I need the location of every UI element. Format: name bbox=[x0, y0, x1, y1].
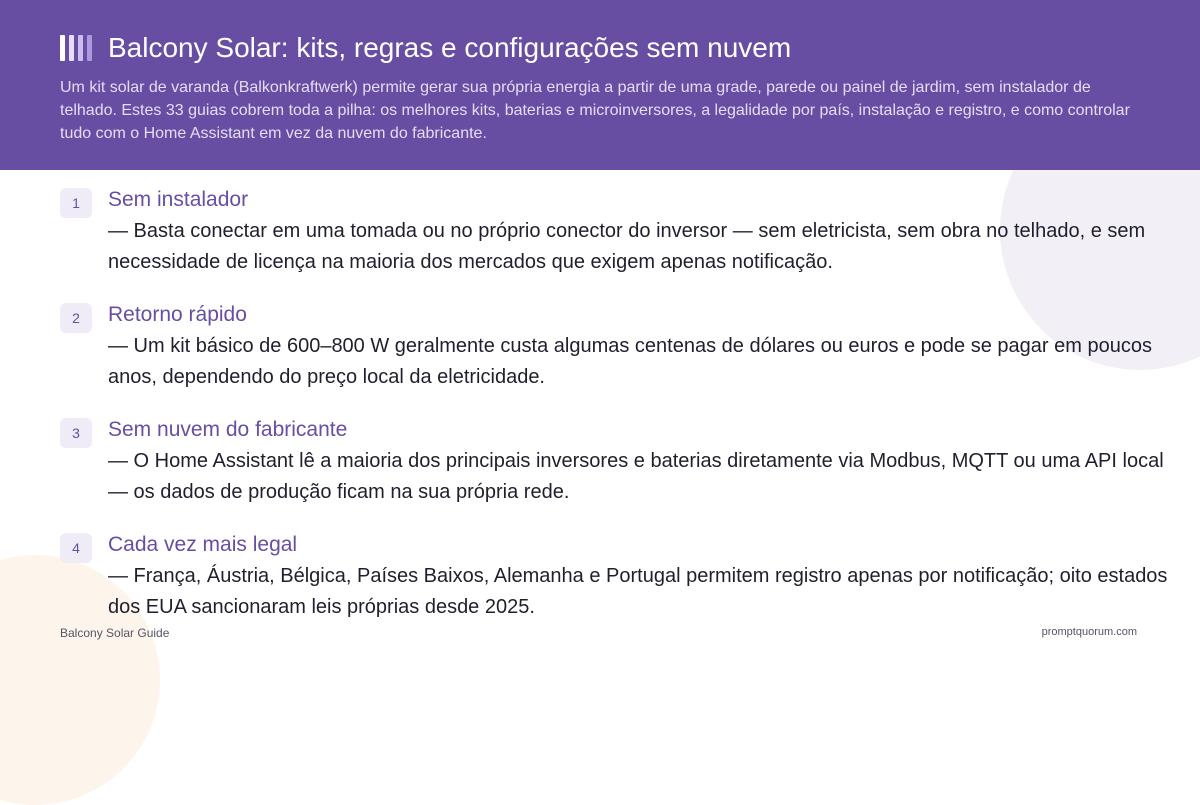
point-title: Retorno rápido bbox=[108, 303, 247, 326]
point-body: — O Home Assistant lê a maioria dos principais inversores e baterias diretamente via Modbus, MQTT ou uma API local — os dados de produção ficam na sua própria rede. bbox=[108, 450, 1164, 503]
point-number-badge: 2 bbox=[60, 303, 92, 333]
point-item-4 bbox=[60, 531, 1185, 631]
header-banner bbox=[0, 0, 1200, 170]
footer-brand: Balcony Solar Guide bbox=[60, 626, 170, 640]
point-number-badge: 1 bbox=[60, 188, 92, 218]
page-subtitle: Um kit solar de varanda (Balkonkraftwerk) permite gerar sua própria energia a partir de uma grade, parede ou painel de jardim, sem instalador de telhado. Estes 33 guias cobrem toda a pilha: os melhores kits, baterias e microinversores, a legalidade por país, instalação e registro, e como controlar tudo com o Home Assistant em vez da nuvem do fabricante. bbox=[60, 79, 1130, 142]
point-title: Sem instalador bbox=[108, 188, 249, 211]
point-item-3 bbox=[60, 416, 1185, 516]
point-item-2 bbox=[60, 301, 1185, 401]
point-number-badge: 3 bbox=[60, 418, 92, 448]
point-body: — Basta conectar em uma tomada ou no próprio conector do inversor — sem eletricista, sem obra no telhado, e sem necessidade de licença na maioria dos mercados que exigem apenas notificação. bbox=[108, 220, 1146, 273]
point-title: Sem nuvem do fabricante bbox=[108, 418, 348, 441]
point-body: — Um kit básico de 600–800 W geralmente custa algumas centenas de dólares ou euros e pode se pagar em poucos anos, dependendo do preço local da eletricidade. bbox=[108, 335, 1152, 388]
page-title: Balcony Solar: kits, regras e configurações sem nuvem bbox=[108, 32, 792, 63]
footer-domain: promptquorum.com bbox=[1041, 626, 1137, 638]
point-title: Cada vez mais legal bbox=[108, 533, 298, 556]
bars-logo-icon bbox=[60, 35, 94, 61]
point-body: — França, Áustria, Bélgica, Países Baixos, Alemanha e Portugal permitem registro apenas por notificação; oito estados dos EUA sancionaram leis próprias desde 2025. bbox=[108, 565, 1168, 618]
point-item-1 bbox=[60, 186, 1185, 286]
point-number-badge: 4 bbox=[60, 533, 92, 563]
